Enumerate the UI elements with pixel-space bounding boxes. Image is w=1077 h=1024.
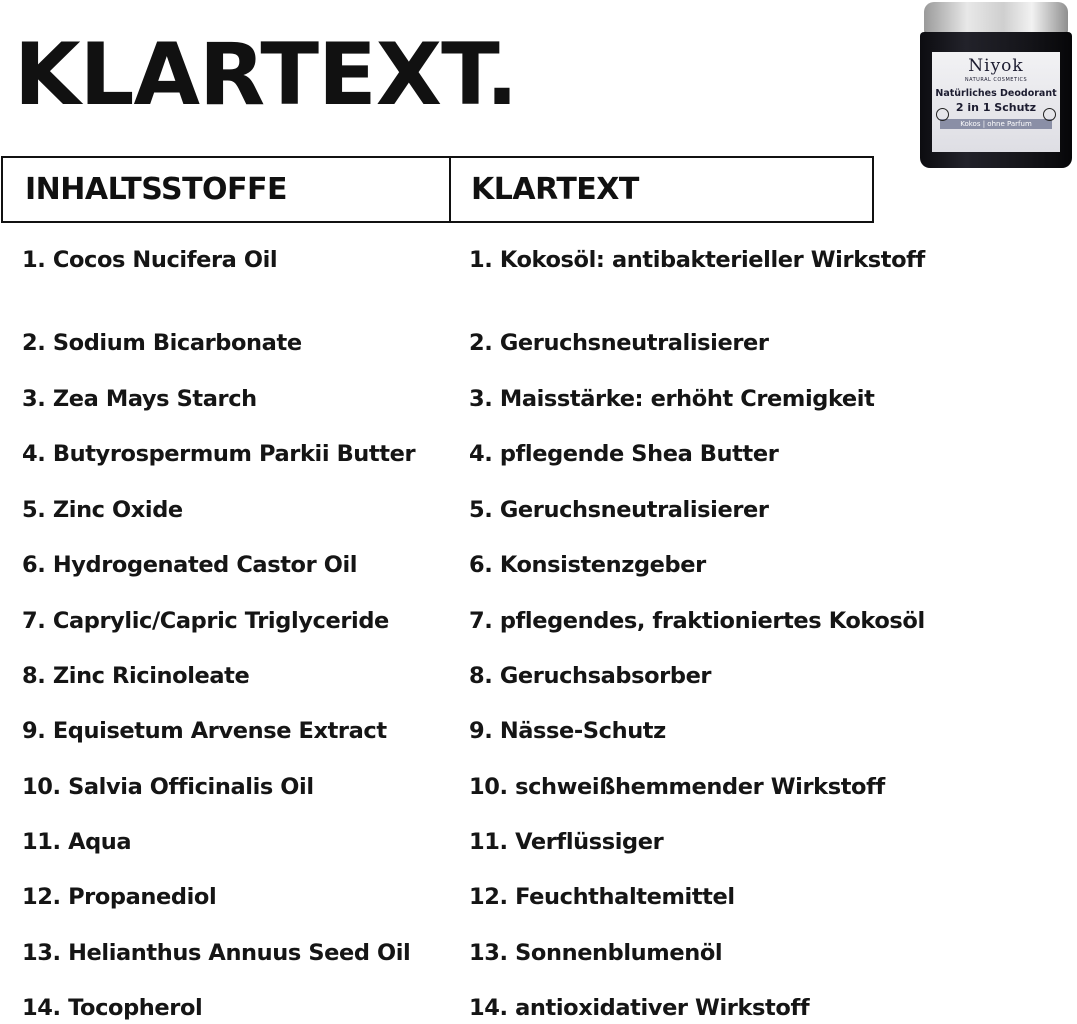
ingredient-explanation: 7. pflegendes, fraktioniertes Kokosöl bbox=[469, 608, 925, 634]
ingredient-explanation: 6. Konsistenzgeber bbox=[469, 552, 706, 578]
jar-label bbox=[932, 52, 1060, 152]
ingredient-explanation: 8. Geruchsabsorber bbox=[469, 663, 712, 689]
ingredient-name: 14. Tocopherol bbox=[22, 995, 203, 1021]
ingredient-explanation: 10. schweißhemmender Wirkstoff bbox=[469, 774, 885, 800]
ingredient-explanation: 4. pflegende Shea Butter bbox=[469, 441, 779, 467]
page-title: KLARTEXT. bbox=[14, 25, 518, 125]
ingredient-name: 8. Zinc Ricinoleate bbox=[22, 663, 250, 689]
ingredient-explanation: 5. Geruchsneutralisierer bbox=[469, 497, 769, 523]
jar-claim: 2 in 1 Schutz bbox=[955, 101, 1037, 114]
product-jar-image bbox=[920, 2, 1072, 170]
ingredient-explanation: 3. Maisstärke: erhöht Cremigkeit bbox=[469, 386, 875, 412]
ingredient-explanation: 13. Sonnenblumenöl bbox=[469, 940, 723, 966]
ingredient-name: 4. Butyrospermum Parkii Butter bbox=[22, 441, 416, 467]
ingredient-name: 1. Cocos Nucifera Oil bbox=[22, 247, 278, 273]
ingredient-explanation: 1. Kokosöl: antibakterieller Wirkstoff bbox=[469, 247, 925, 273]
ingredient-name: 12. Propanediol bbox=[22, 884, 217, 910]
ingredient-name: 10. Salvia Officinalis Oil bbox=[22, 774, 314, 800]
jar-lid bbox=[924, 2, 1068, 34]
ingredient-name: 5. Zinc Oxide bbox=[22, 497, 183, 523]
ingredient-explanation: 11. Verflüssiger bbox=[469, 829, 664, 855]
ingredient-name: 2. Sodium Bicarbonate bbox=[22, 330, 302, 356]
ingredient-name: 11. Aqua bbox=[22, 829, 132, 855]
ingredient-name: 9. Equisetum Arvense Extract bbox=[22, 718, 387, 744]
ingredient-explanation: 12. Feuchthaltemittel bbox=[469, 884, 735, 910]
jar-body bbox=[920, 32, 1072, 168]
jar-variant: Kokos | ohne Parfum bbox=[940, 119, 1052, 129]
header-ingredients: INHALTSSTOFFE bbox=[3, 158, 451, 221]
ingredient-name: 13. Helianthus Annuus Seed Oil bbox=[22, 940, 411, 966]
ingredient-explanation: 9. Nässe-Schutz bbox=[469, 718, 666, 744]
jar-brand: Niyok bbox=[968, 56, 1024, 76]
ingredient-name: 7. Caprylic/Capric Triglyceride bbox=[22, 608, 389, 634]
ingredient-name: 6. Hydrogenated Castor Oil bbox=[22, 552, 358, 578]
jar-product-name: Natürliches Deodorant bbox=[935, 88, 1057, 99]
vegan-badge-icon bbox=[936, 108, 949, 121]
no-alcohol-badge-icon bbox=[1043, 108, 1056, 121]
ingredient-name: 3. Zea Mays Starch bbox=[22, 386, 257, 412]
ingredient-explanation: 2. Geruchsneutralisierer bbox=[469, 330, 769, 356]
ingredient-explanation: 14. antioxidativer Wirkstoff bbox=[469, 995, 810, 1021]
header-explanation: KLARTEXT bbox=[471, 172, 639, 207]
jar-subbrand: NATURAL COSMETICS bbox=[964, 77, 1028, 83]
table-header bbox=[1, 156, 874, 223]
